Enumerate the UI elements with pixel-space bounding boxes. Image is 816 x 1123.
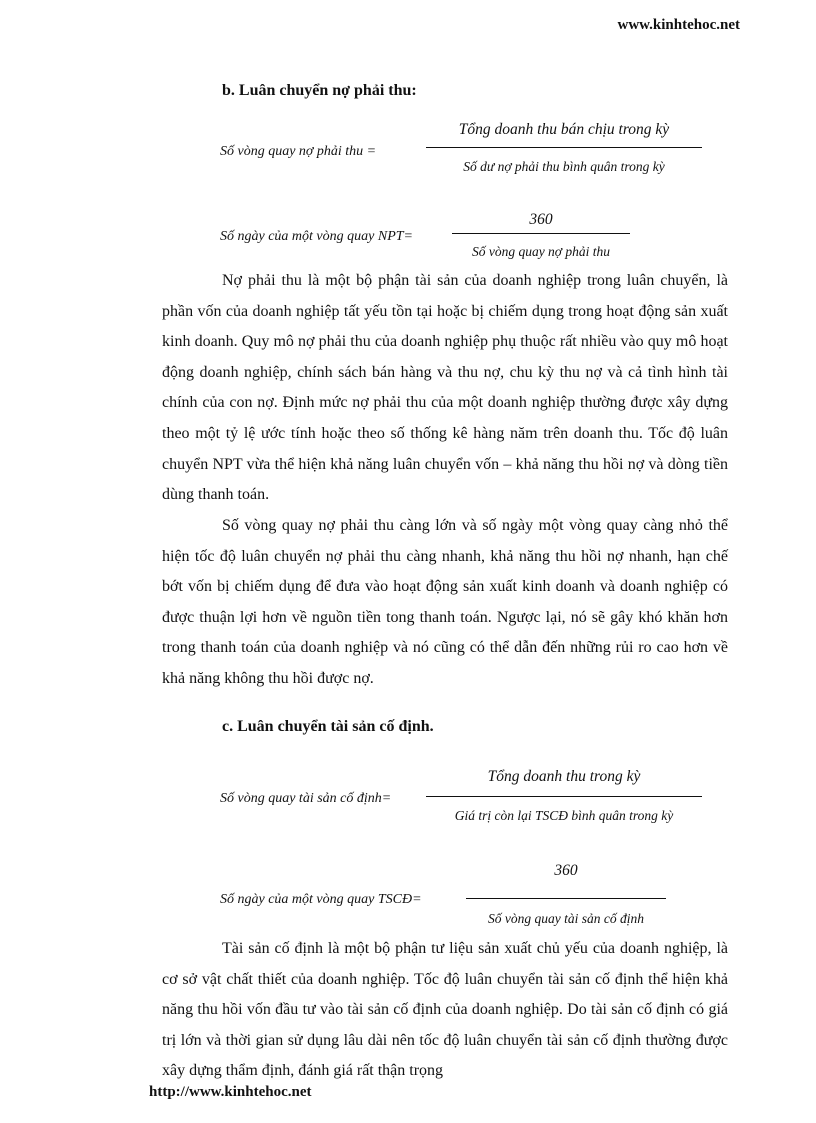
paragraph-receivables-definition: Nợ phải thu là một bộ phận tài sản của doanh nghiệp trong luân chuyển, là phần vốn của doanh nghiệp tất yếu tồn tại hoặc bị chiếm dụng trong hoạt động sản xuất kinh doanh. Quy mô nợ phải thu của doanh nghiệp phụ thuộc rất nhiều vào quy mô hoạt động doanh nghiệp, chính sách bán hàng và thu nợ, chu kỳ thu nợ và cả tình hình tài chính của con nợ. Định mức nợ phải thu của một doanh nghiệp thường được xây dựng theo một tỷ lệ ước tính hoặc theo số thống kê hàng năm trên doanh thu. Tốc độ luân chuyển NPT vừa thể hiện khả năng luân chuyển vốn – khả năng thu hồi nợ và dòng tiền dùng thanh toán. [162,272,728,504]
formula-fixed-asset-turnover-label: Số vòng quay tài sản cố định= [220,791,392,806]
formula-fixed-asset-days-denominator: Số vòng quay tài sản cố định [488,911,644,926]
formula-fixed-asset-turnover-numerator: Tổng doanh thu trong kỳ [487,768,641,785]
fraction-bar [426,147,702,148]
formula-receivable-turnover-denominator: Số dư nợ phải thu bình quân trong kỳ [463,159,665,174]
paragraph-receivables-turnover-meaning: Số vòng quay nợ phải thu càng lớn và số ngày một vòng quay càng nhỏ thể hiện tốc độ luân chuyển nợ phải thu càng nhanh, khả năng thu hồi nợ nhanh, hạn chế bớt vốn bị chiếm dụng để đưa vào hoạt động sản xuất kinh doanh và doanh nghiệp có được thuận lợi hơn về nguồn tiền tong thanh toán. Ngược lại, nó sẽ gây khó khăn hơn trong thanh toán của doanh nghiệp và nó cũng có thể dẫn đến những rủi ro cao hơn về khả năng không thu hồi được nợ. [162,517,728,687]
formula-receivable-turnover-numerator: Tổng doanh thu bán chịu trong kỳ [458,121,670,138]
formula-receivable-days-label: Số ngày của một vòng quay NPT= [220,229,413,244]
formula-receivable-turnover-label: Số vòng quay nợ phải thu = [220,144,377,159]
formula-fixed-asset-days-numerator: 360 [554,862,578,879]
footer-website-url: http://www.kinhtehoc.net [149,1084,312,1100]
formula-fixed-asset-days-label: Số ngày của một vòng quay TSCĐ= [220,892,422,907]
formula-receivable-days-denominator: Số vòng quay nợ phải thu [471,244,611,259]
paragraph-fixed-asset-definition: Tài sản cố định là một bộ phận tư liệu sản xuất chủ yếu của doanh nghiệp, là cơ sở vật chất thiết của doanh nghiệp. Tốc độ luân chuyển tài sản cố định thể hiện khả năng thu hồi vốn đầu tư vào tài sản cố định của doanh nghiệp. Do tài sản cố định có giá trị lớn và thời gian sử dụng lâu dài nên tốc độ luân chuyển tài sản cố định thường được xây dựng thẩm định, đánh giá rất thận trọng [162,940,728,1080]
formula-receivable-days-numerator: 360 [529,211,553,228]
fraction-bar [452,233,630,234]
header-website-url: www.kinhtehoc.net [617,17,740,33]
formula-fixed-asset-turnover-denominator: Giá trị còn lại TSCĐ bình quân trong kỳ [454,808,674,823]
fraction-bar [466,898,666,899]
section-b-heading: b. Luân chuyển nợ phải thu: [222,82,417,99]
fraction-bar [426,796,702,797]
section-c-heading: c. Luân chuyển tài sản cố định. [222,718,434,735]
